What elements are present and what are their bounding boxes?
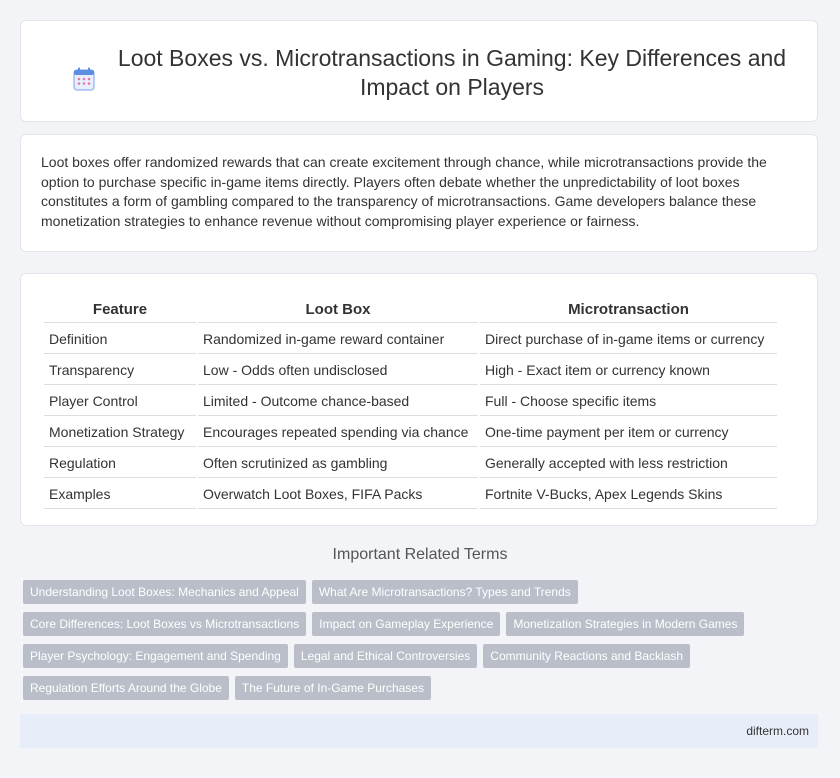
related-tags [23,580,813,708]
table-cell: Limited - Outcome chance-based [198,387,478,416]
table-row [44,325,777,354]
related-tag[interactable]: Legal and Ethical Controversies [294,644,477,668]
table-row [44,387,777,416]
table-cell: Player Control [44,387,196,416]
table-cell: Examples [44,480,196,509]
header-loot-box: Loot Box [198,296,478,323]
related-tag[interactable]: Core Differences: Loot Boxes vs Microtransactions [23,612,306,636]
related-tag[interactable]: Understanding Loot Boxes: Mechanics and Appeal [23,580,306,604]
intro-text: Loot boxes offer randomized rewards that can create excitement through chance, while microtransactions provide the option to purchase specific in-game items directly. Players often debate whether the unpredictability of loot boxes constitutes a form of gambling compared to the transparency of microtransactions. Game developers balance these monetization strategies to enhance revenue without compromising player experience or fairness. [41,154,767,229]
related-tag[interactable]: What Are Microtransactions? Types and Trends [312,580,578,604]
table-row [44,356,777,385]
related-tag[interactable]: Player Psychology: Engagement and Spending [23,644,288,668]
intro-card [20,134,818,252]
comparison-card [20,273,818,526]
table-cell: Often scrutinized as gambling [198,449,478,478]
table-cell: Direct purchase of in-game items or currency [480,325,777,354]
related-tag[interactable]: Community Reactions and Backlash [483,644,690,668]
table-cell: Encourages repeated spending via chance [198,418,478,447]
header-feature: Feature [44,296,196,323]
page-title: Loot Boxes vs. Microtransactions in Gaming: Key Differences and Impact on Players [117,45,787,100]
comparison-table [42,294,779,511]
table-row [44,480,777,509]
table-row [44,449,777,478]
related-tag[interactable]: Impact on Gameplay Experience [312,612,500,636]
related-tag[interactable]: Monetization Strategies in Modern Games [506,612,744,636]
related-tag[interactable]: Regulation Efforts Around the Globe [23,676,229,700]
table-cell: Monetization Strategy [44,418,196,447]
table-cell: Overwatch Loot Boxes, FIFA Packs [198,480,478,509]
footer-site-link[interactable]: difterm.com [746,724,809,738]
table-cell: Regulation [44,449,196,478]
table-row [44,418,777,447]
footer [20,714,818,748]
table-cell: Fortnite V-Bucks, Apex Legends Skins [480,480,777,509]
table-cell: Transparency [44,356,196,385]
table-cell: Randomized in-game reward container [198,325,478,354]
related-terms-title: Important Related Terms [332,546,508,563]
table-cell: Full - Choose specific items [480,387,777,416]
table-header-row [44,296,777,323]
table-cell: Definition [44,325,196,354]
related-tag[interactable]: The Future of In-Game Purchases [235,676,431,700]
table-cell: Low - Odds often undisclosed [198,356,478,385]
header-microtransaction: Microtransaction [480,296,777,323]
table-cell: One-time payment per item or currency [480,418,777,447]
table-cell: High - Exact item or currency known [480,356,777,385]
table-cell: Generally accepted with less restriction [480,449,777,478]
